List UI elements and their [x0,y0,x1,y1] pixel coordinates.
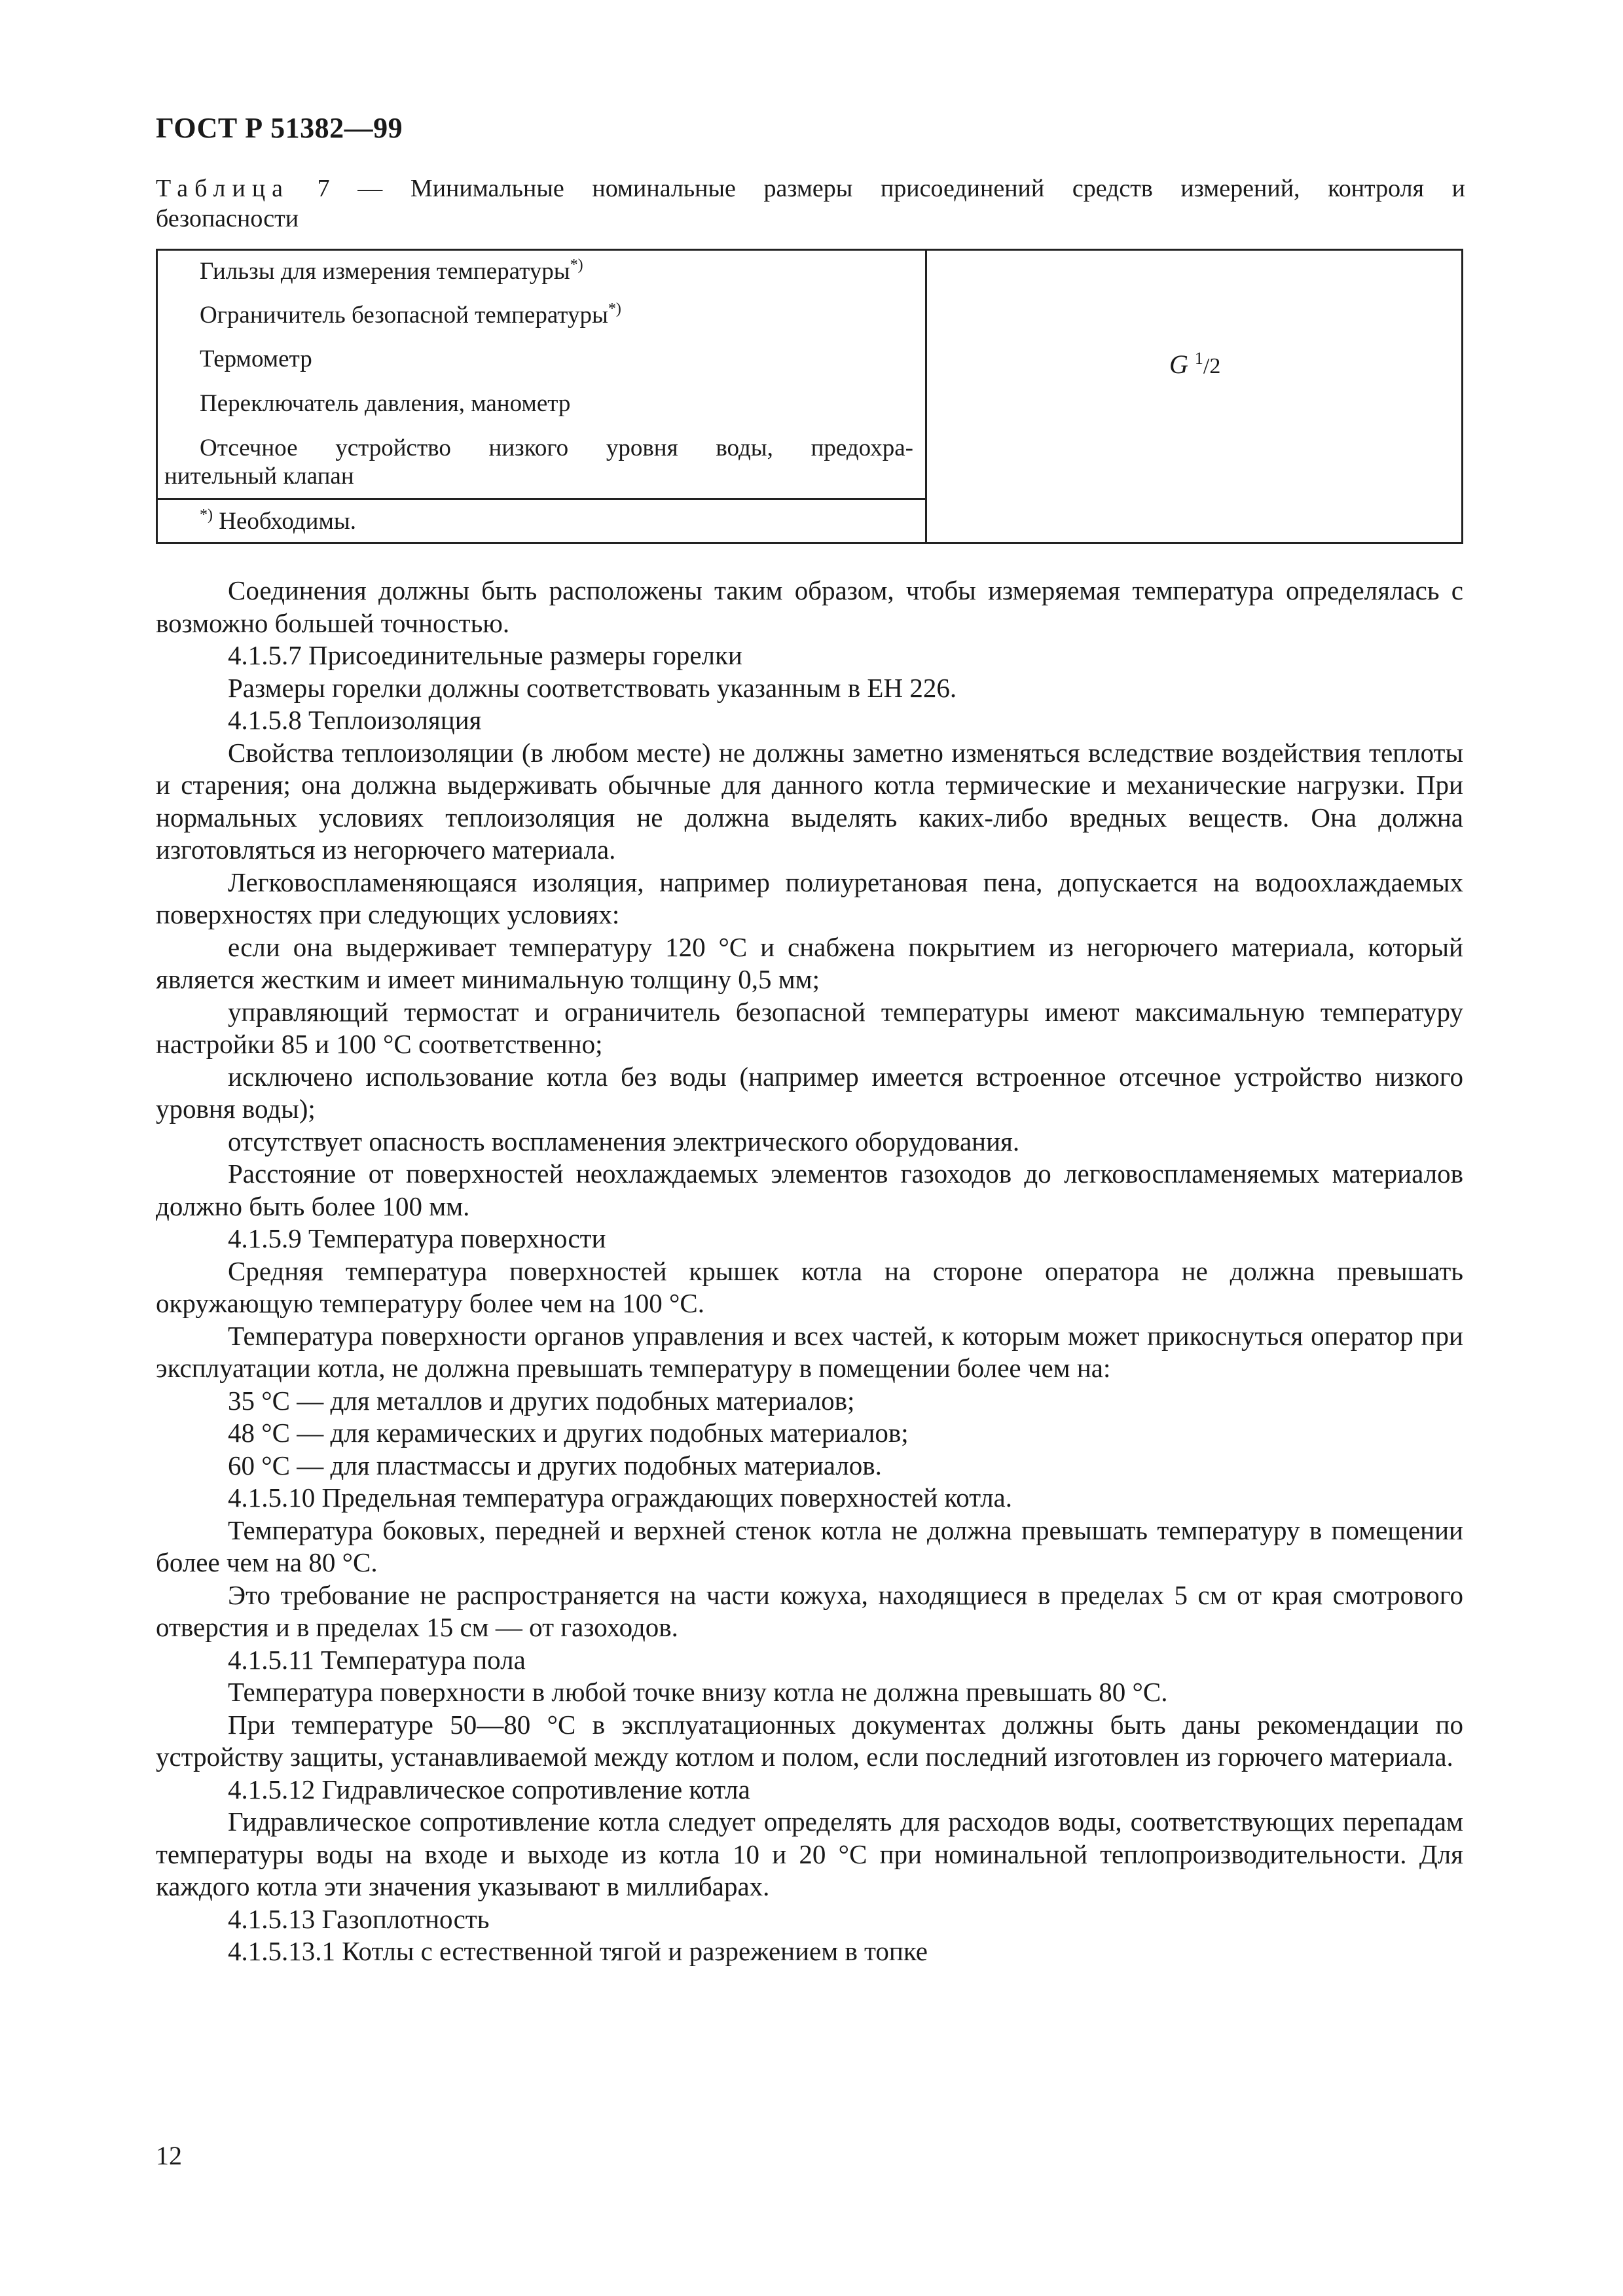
table-caption-line2: безопасности [156,205,299,232]
list-item: управляющий термостат и ограничитель безопасной температуры имеют максимальную температуру настройки 85 и 100 °С соответственно; [156,996,1463,1059]
table-footnote: *) Необходимы. [200,507,356,535]
paragraph: Размеры горелки должны соответствовать указанным в ЕН 226. [228,672,957,703]
table-row-item: Ограничитель безопасной температуры*) [200,300,621,329]
section-heading: 4.1.5.7 Присоединительные размеры горелки [228,640,742,670]
data-table [156,249,1463,544]
list-item: 60 °С — для пластмассы и других подобных материалов. [228,1450,882,1480]
list-item: если она выдерживает температуру 120 °С и снабжена покрытием из негорючего материала, который является жестким и имеет минимальную толщину 0,5 мм; [156,931,1463,994]
paragraph: Соединения должны быть расположены таким образом, чтобы измеряемая температура определялась с возможно большей точностью. [156,575,1463,638]
paragraph: Гидравлическое сопротивление котла следует определять для расходов воды, соответствующих перепадам температуры воды на входе и выходе из котла 10 и 20 °С при номинальной теплопроизводительности. Для каждого котла эти значения указывают в миллибарах. [156,1806,1463,1901]
paragraph: Расстояние от поверхностей неохлаждаемых элементов газоходов до легковоспламеняемых материалов должно быть более 100 мм. [156,1158,1463,1221]
table-row-item: Переключатель давления, манометр [200,390,571,417]
table-row-item: Отсечное устройство низкого уровня воды, предохра- [200,435,913,461]
table-row-item: Термометр [200,346,312,372]
section-heading: 4.1.5.9 Температура поверхности [228,1223,606,1253]
section-heading: 4.1.5.13 Газоплотность [228,1903,490,1934]
paragraph: Температура поверхности в любой точке внизу котла не должна превышать 80 °С. [228,1677,1168,1707]
table-row-item: Гильзы для измерения температуры*) [200,257,583,285]
table-footnote-divider [158,498,925,500]
paragraph: Температура поверхности органов управления и всех частей, к которым может прикоснуться оператор при эксплуатации котла, не должна превышать температуру в помещении более чем на: [156,1320,1463,1383]
paragraph: Это требование не распространяется на части кожуха, находящиеся в пределах 5 см от края смотрового отверстия и в пределах 15 см — от газоходов. [156,1579,1463,1642]
table-caption-text: 7 — Минимальные номинальные размеры присоединений средств измерений, контроля и [317,175,1465,202]
section-heading: 4.1.5.13.1 Котлы с естественной тягой и разрежением в топке [228,1936,928,1966]
document-code: ГОСТ Р 51382—99 [156,112,403,144]
paragraph: Температура боковых, передней и верхней стенок котла не должна превышать температуру в помещении более чем на 80 °С. [156,1515,1463,1577]
section-heading: 4.1.5.11 Температура пола [228,1644,526,1675]
table-column-divider [925,251,927,542]
table-caption-label: Таблица [156,175,290,202]
paragraph: Средняя температура поверхностей крышек котла на стороне оператора не должна превышать окружающую температуру более чем на 100 °С. [156,1255,1463,1318]
page-number: 12 [156,2141,182,2170]
table-value-cell: G $^1$/2 [1169,349,1221,379]
section-heading: 4.1.5.10 Предельная температура ограждающих поверхностей котла. [228,1482,1013,1513]
body-text [156,575,1463,1968]
list-item: 48 °С — для керамических и других подобных материалов; [228,1418,909,1448]
section-heading: 4.1.5.8 Теплоизоляция [228,705,482,735]
table-caption [156,173,1465,204]
table-row-item: нительный клапан [164,463,354,490]
list-item: отсутствует опасность воспламенения электрического оборудования. [228,1126,1020,1157]
paragraph: При температуре 50—80 °С в эксплуатационных документах должны быть даны рекомендации по устройству защиты, устанавливаемой между котлом и полом, если последний изготовлен из горючего материала. [156,1709,1463,1772]
list-item: исключено использование котла без воды (например имеется встроенное отсечное устройство низкого уровня воды); [156,1061,1463,1124]
section-heading: 4.1.5.12 Гидравлическое сопротивление котла [228,1774,750,1804]
list-item: 35 °С — для металлов и других подобных материалов; [228,1385,855,1416]
paragraph: Свойства теплоизоляции (в любом месте) не должны заметно изменяться вследствие воздействия теплоты и старения; она должна выдерживать обычные для данного котла термические и механические нагрузки. При нормальных условиях теплоизоляция не должна выделять каких-либо вредных веществ. Она должна изготовляться из негорючего материала. [156,737,1463,865]
paragraph: Легковоспламеняющаяся изоляция, например полиуретановая пена, допускается на водоохлаждаемых поверхностях при следующих условиях: [156,867,1463,929]
